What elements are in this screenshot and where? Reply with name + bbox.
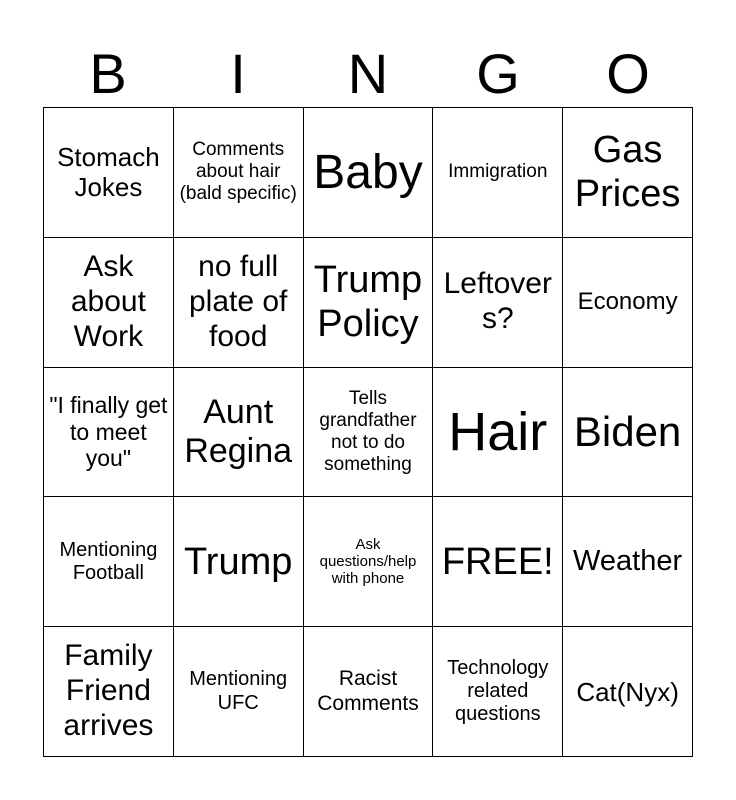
bingo-cell[interactable]: Technology related questions xyxy=(433,627,563,757)
bingo-cell[interactable]: "I finally get to meet you" xyxy=(44,368,174,498)
header-letter-g: G xyxy=(476,42,520,105)
bingo-cell[interactable]: Mentioning UFC xyxy=(174,627,304,757)
bingo-cell[interactable]: Biden xyxy=(563,368,693,498)
bingo-cell[interactable]: Immigration xyxy=(433,108,563,238)
bingo-cell[interactable]: Mentioning Football xyxy=(44,497,174,627)
bingo-cell[interactable]: Ask questions/help with phone xyxy=(304,497,434,627)
bingo-cell[interactable]: FREE! xyxy=(433,497,563,627)
bingo-cell[interactable]: Stomach Jokes xyxy=(44,108,174,238)
bingo-cell[interactable]: Baby xyxy=(304,108,434,238)
bingo-cell[interactable]: no full plate of food xyxy=(174,238,304,368)
bingo-cell[interactable]: Tells grandfather not to do something xyxy=(304,368,434,498)
bingo-cell[interactable]: Ask about Work xyxy=(44,238,174,368)
bingo-cell[interactable]: Trump xyxy=(174,497,304,627)
bingo-cell[interactable]: Gas Prices xyxy=(563,108,693,238)
bingo-cell[interactable]: Racist Comments xyxy=(304,627,434,757)
header-letter-o: O xyxy=(606,42,650,105)
header-letter-b: B xyxy=(89,42,127,105)
bingo-grid xyxy=(43,107,693,757)
bingo-cell[interactable]: Weather xyxy=(563,497,693,627)
bingo-cell[interactable]: Trump Policy xyxy=(304,238,434,368)
bingo-header xyxy=(43,42,693,106)
header-letter-i: I xyxy=(230,42,246,105)
bingo-cell[interactable]: Hair xyxy=(433,368,563,498)
bingo-cell[interactable]: Family Friend arrives xyxy=(44,627,174,757)
bingo-cell[interactable]: Aunt Regina xyxy=(174,368,304,498)
bingo-cell[interactable]: Cat(Nyx) xyxy=(563,627,693,757)
bingo-cell[interactable]: Leftovers? xyxy=(433,238,563,368)
bingo-cell[interactable]: Comments about hair (bald specific) xyxy=(174,108,304,238)
header-letter-n: N xyxy=(347,42,389,105)
bingo-cell[interactable]: Economy xyxy=(563,238,693,368)
